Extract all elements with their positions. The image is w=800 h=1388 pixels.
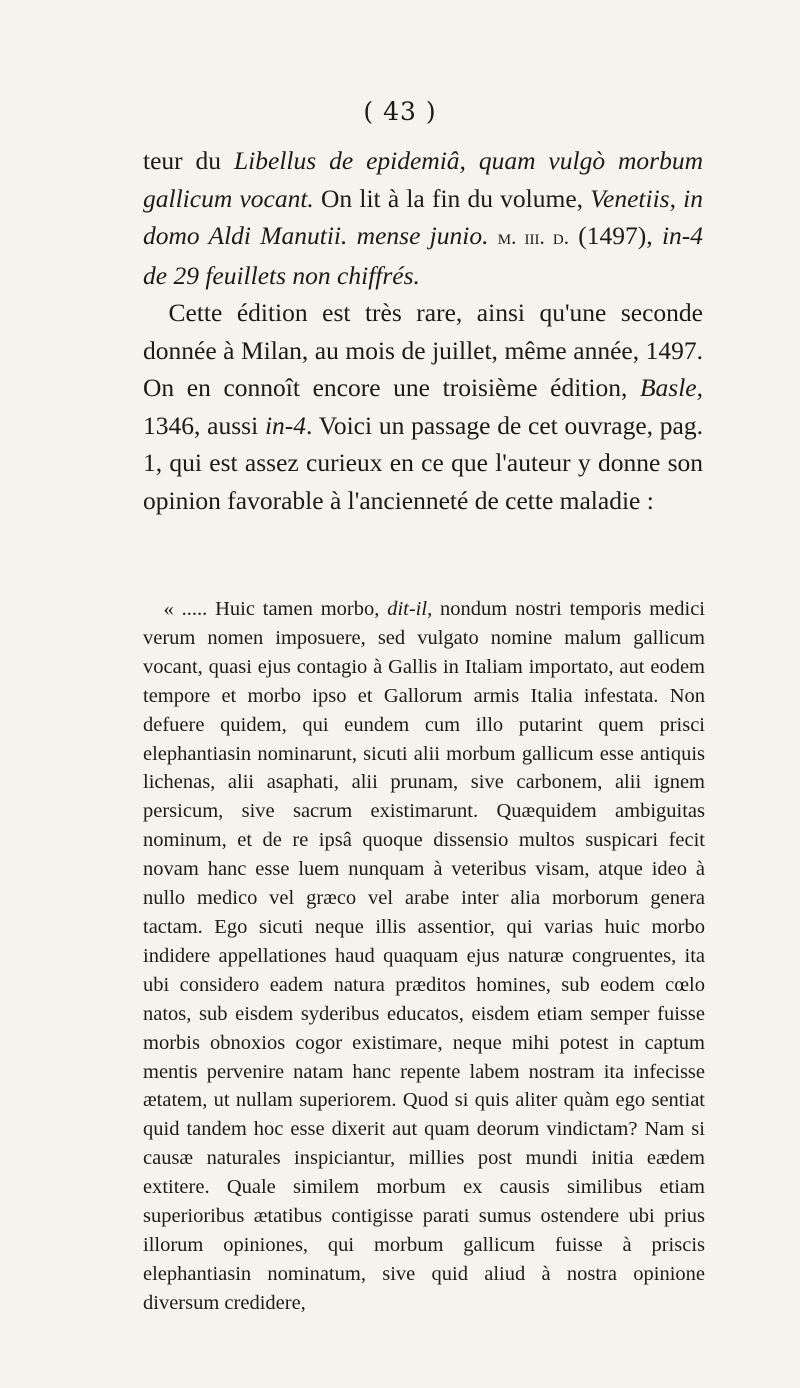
intro-text: teur du [143,146,234,175]
colophon-year: (1497), [569,221,662,250]
format-note: in-4 de 29 feuillets non chiffrés. [143,221,704,290]
book-title: Libellus de epidemiâ, quam vulgò morbum gallicum vocant. [143,146,703,213]
colophon-place: Venetiis, in domo Aldi Manutii. mense junio. [143,183,703,250]
page-number: ( 43 ) [363,97,437,126]
edition-paragraph: Cette édition est très rare, ainsi qu'une seconde donnée à Milan, au mois de juillet, même année, 1497. On en connoît encore une troisième édition, Basle, 1346, aussi in-4. Voici un passage de cet ouvrage, pag. 1, qui est assez curieux en ce que l'auteur y donne son opinion favorable à l'ancienneté de cette maladie : [143,298,704,515]
place-basle: Basle, [639,373,703,402]
latin-quotation [143,595,705,1318]
colophon-date: m. iii. d. [497,225,570,249]
intro-paragraph [143,142,703,294]
dit-il: dit-il [387,598,428,620]
intro-text-2: On lit à la fin du volume, [313,183,591,213]
format-in4: in-4 [264,410,307,440]
latin-paragraph: « ..... Huic tamen morbo, dit-il, nondum nostri temporis medici verum nomen imposuere, sed vulgato nomine malum gallicum vocant, quasi ejus contagio à Gallis in Italiam importato, aut eodem tempore et morbo ipso et Gallorum armis Italia infestata. Non defuere quidem, qui eundem cum illo putarint quem prisci elephantiasin nominarunt, sicuti alii morbum gallicum esse antiquis lichenas, alii asaphati, alii prunam, sive carbonem, alii ignem persicum, sive sacrum existimarunt. Quæquidem ambiguitas nominum, et de re ipsâ quoque dissensio multos suspicari fecit novam hanc esse luem nunquam à veteribus visam, atque ideo à nullo medico vel græco vel arabe inter alia morborum genera tactam. Ego sicuti neque illis assentior, qui varias huic morbo indidere appellationes haud quaquam ejus naturæ congruentes, ita ubi considero eadem natura præditos homines, sub eodem cœlo natos, sub eisdem syderibus educatos, eisdem etiam semper fuisse morbis obnoxios cogor existimare, neque mihi potest in captum mentis pervenire natam hanc repente labem nostram ita infecisse ætatem, ut nullam superiorem. Quod si quis aliter quàm ego sentiat quid tandem hoc esse dixerit aut quam deorum vindictam? Nam si causæ naturales inspiciantur, millies post mundi initia eædem extitere. Quale similem morbum ex causis similibus etiam superioribus ætatibus contigisse parati sumus ostendere ubi prius illorum opiniones, qui morbum gallicum fuisse à priscis elephantiasin nominatum, sive quid aliud à nostra opinione diversum credidere, [143,598,705,1314]
french-text [143,142,703,519]
